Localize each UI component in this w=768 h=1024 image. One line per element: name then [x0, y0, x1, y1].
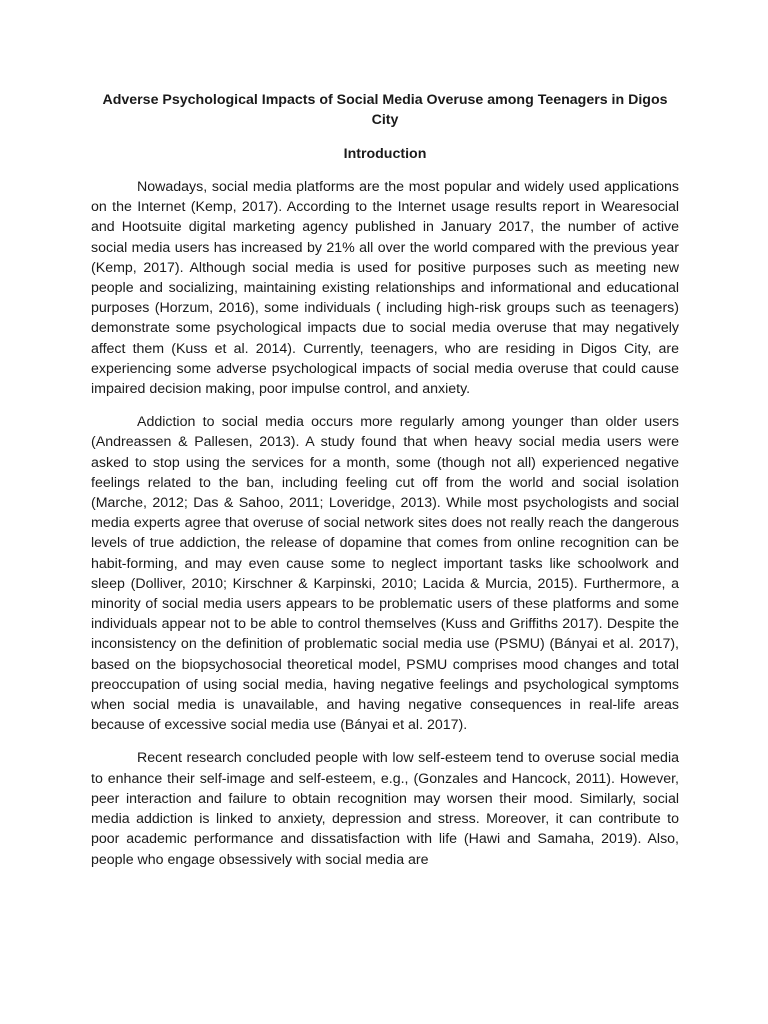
paragraph: Addiction to social media occurs more regularly among younger than older users (Andreassen & Pallesen, 2013). A study found that when heavy social media users were asked to stop using the services for a month, some (though not all) experienced negative feelings related to the ban, including feeling cut off from the world and social isolation (Marche, 2012; Das & Sahoo, 2011; Loveridge, 2013). While most psychologists and social media experts agree that overuse of social network sites does not really reach the dangerous levels of true addiction, the release of dopamine that comes from online recognition can be habit-forming, and may even cause some to neglect important tasks like schoolwork and sleep (Dolliver, 2010; Kirschner & Karpinski, 2010; Lacida & Murcia, 2015). Furthermore, a minority of social media users appears to be problematic users of these platforms and some individuals appear not to be able to control themselves (Kuss and Griffiths 2017). Despite the inconsistency on the definition of problematic social media use (PSMU) (Bányai et al. 2017), based on the biopsychosocial theoretical model, PSMU comprises mood changes and total preoccupation of using social media, having negative feelings and psychological symptoms when social media is unavailable, and having negative consequences in real-life areas because of excessive social media use (Bányai et al. 2017).	[91, 414, 679, 734]
paragraph: Nowadays, social media platforms are the most popular and widely used applications on the Internet (Kemp, 2017). According to the Internet usage results report in Wearesocial and Hootsuite digital marketing agency published in January 2017, the number of active social media users has increased by 21% all over the world compared with the previous year (Kemp, 2017). Although social media is used for positive purposes such as meeting new people and socializing, maintaining existing relationships and informational and educational purposes (Horzum, 2016), some individuals ( including high-risk groups such as teenagers) demonstrate some psychological impacts due to social media overuse that may negatively affect them (Kuss et al. 2014). Currently, teenagers, who are residing in Digos City, are experiencing some adverse psychological impacts of social media overuse that could cause impaired decision making, poor impulse control, and anxiety.	[91, 179, 679, 398]
section-heading-introduction: Introduction	[343, 146, 427, 162]
paragraph: Recent research concluded people with low self-esteem tend to overuse social media to enhance their self-image and self-esteem, e.g., (Gonzales and Hancock, 2011). However, peer interaction and failure to obtain recognition may worsen their mood. Similarly, social media addiction is linked to anxiety, depression and stress. Moreover, it can contribute to poor academic performance and dissatisfaction with life (Hawi and Samaha, 2019). Also, people who engage obsessively with social media are	[91, 750, 679, 868]
document-title: Adverse Psychological Impacts of Social Media Overuse among Teenagers in Digos City	[102, 92, 668, 128]
document-body	[91, 90, 679, 870]
